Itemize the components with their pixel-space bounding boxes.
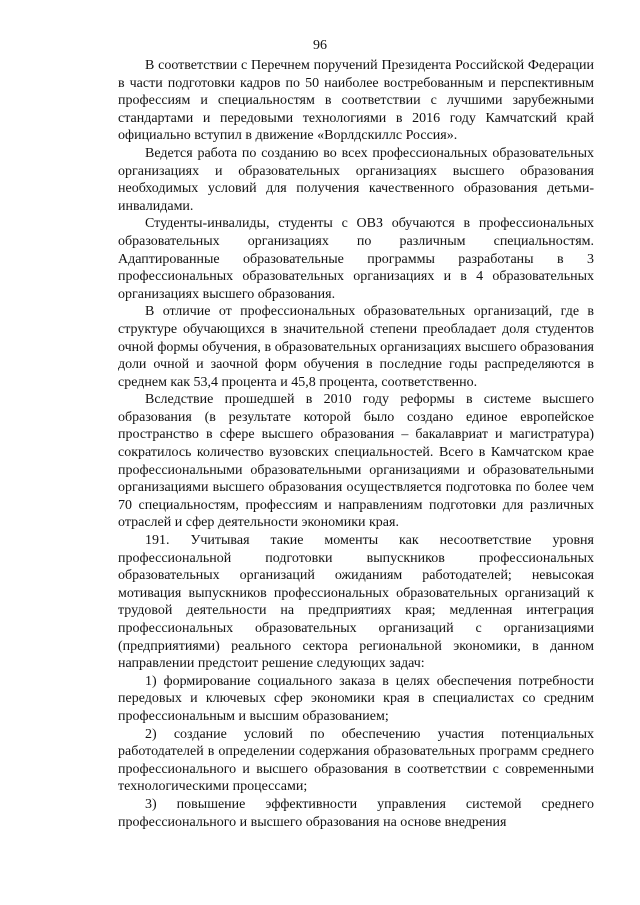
paragraph-task-2: 2) создание условий по обеспечению участия потенциальных работодателей в определении содержания образовательных программ среднего профессионального и высшего образования в соответствии с современными технологическими процессами; (118, 726, 594, 795)
document-body (118, 57, 594, 831)
paragraph-item-191: 191. Учитывая такие моменты как несоответствие уровня профессиональной подготовки выпускников профессиональных образовательных организаций ожиданиям работодателей; невысокая мотивация выпускников профессиональных образовательных организаций к трудовой деятельности на предприятиях края; медленная интеграция профессиональных образовательных организаций с организациями (предприятиями) реального сектора региональной экономики, в данном направлении предстоит решение следующих задач: (118, 533, 594, 672)
paragraph-study-forms: В отличие от профессиональных образовательных организаций, где в структуре обучающихся в значительной степени преобладает доля студентов очной формы обучения, в образовательных организациях высшего образования доли очной и заочной форм обучения в последние годы распределяются в среднем как 53,4 процента и 45,8 процента, соответственно. (118, 304, 594, 390)
paragraph-task-1: 1) формирование социального заказа в целях обеспечения потребности передовых и ключевых сфер экономики края в специалистах со средним профессиональным и высшим образованием; (118, 673, 594, 724)
paragraph-task-3: 3) повышение эффективности управления системой среднего профессионального и высшего образования на основе внедрения (118, 796, 594, 830)
paragraph-disabled-students-programs: Студенты-инвалиды, студенты с ОВЗ обучаются в профессиональных образовательных организациях по различным специальностям. Адаптированные образовательные программы разработаны в 3 профессиональных образовательных организациях и в 4 образовательных организациях высшего образования. (118, 216, 594, 302)
paragraph-higher-education-reform: Вследствие прошедшей в 2010 году реформы в системе высшего образования (в результате которой было создано единое европейское пространство в сфере высшего образования – бакалавриат и магистратура) сократилось количество вузовских специальностей. Всего в Камчатском крае профессиональными образовательными организациями и образовательными организациями высшего образования осуществляется подготовка по более чем 70 специальностям, профессиям и направлениям подготовки для различных отраслей и сфер деятельности экономики края. (118, 392, 594, 531)
paragraph-disabled-education-conditions: Ведется работа по созданию во всех профессиональных образовательных организациях и образовательных организациях высшего образования необходимых условий для получения качественного образования детьми-инвалидами. (118, 145, 594, 214)
page-number: 96 (313, 38, 327, 53)
paragraph-worldskills: В соответствии с Перечнем поручений Президента Российской Федерации в части подготовки кадров по 50 наиболее востребованным и перспективным профессиям и специальностям в соответствии с лучшими зарубежными стандартами и передовыми технологиями в 2016 году Камчатский край официально вступил в движение «Ворлдскиллс Россия». (118, 58, 594, 144)
